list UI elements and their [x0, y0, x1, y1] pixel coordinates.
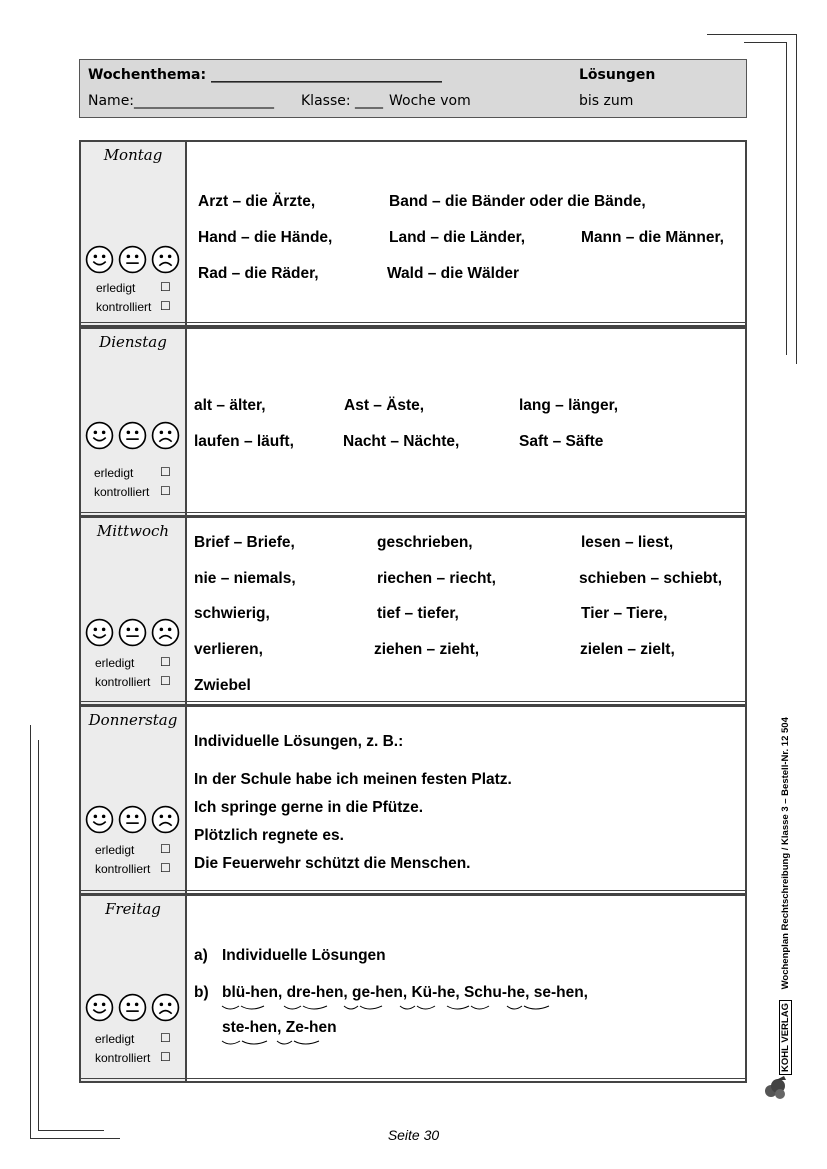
- day-sidebar: [81, 329, 187, 515]
- frame-line-top-right-v: [796, 34, 797, 364]
- kontrolliert-label: kontrolliert: [94, 485, 150, 499]
- happy-face-icon[interactable]: [85, 805, 114, 834]
- loesungen-label: Lösungen: [579, 67, 656, 83]
- neutral-face-icon[interactable]: [118, 421, 147, 450]
- sad-face-icon[interactable]: [151, 618, 180, 647]
- answer-item: Hand – die Hände,: [198, 229, 333, 246]
- answer-item: Brief – Briefe,: [194, 534, 295, 551]
- sad-face-icon[interactable]: [151, 421, 180, 450]
- day-answers: [187, 142, 745, 325]
- kontrolliert-checkbox[interactable]: ☐: [160, 299, 171, 313]
- erledigt-checkbox[interactable]: ☐: [160, 280, 171, 294]
- frame-line-bottom-left-v: [30, 725, 31, 1139]
- day-answers: [187, 329, 745, 515]
- day-block-mittwoch: [79, 516, 747, 706]
- day-sidebar: [81, 518, 187, 704]
- day-sidebar: [81, 896, 187, 1081]
- answer-sentence: Ich springe gerne in die Pfütze.: [194, 799, 424, 816]
- answer-intro: Individuelle Lösungen, z. B.:: [194, 733, 404, 750]
- kontrolliert-label: kontrolliert: [95, 1051, 151, 1065]
- answer-item: alt – älter,: [194, 397, 266, 414]
- woche-vom-label: Woche vom: [389, 93, 471, 109]
- day-sidebar: [81, 707, 187, 893]
- frame-line-bottom-left-v2: [38, 740, 39, 1131]
- frame-line-top-right-v2: [786, 42, 787, 355]
- answer-item: Tier – Tiere,: [581, 605, 668, 622]
- answer-item: Ast – Äste,: [344, 397, 425, 414]
- answer-item: lesen – liest,: [581, 534, 674, 551]
- publisher-logo-icon: [762, 1074, 788, 1102]
- erledigt-checkbox[interactable]: ☐: [160, 1031, 171, 1045]
- erledigt-checkbox[interactable]: ☐: [160, 655, 171, 669]
- neutral-face-icon[interactable]: [118, 245, 147, 274]
- answer-item: zielen – zielt,: [580, 641, 675, 658]
- day-block-montag: [79, 140, 747, 327]
- neutral-face-icon[interactable]: [118, 805, 147, 834]
- publisher-logo-text: KOHL VERLAG: [779, 1000, 792, 1075]
- erledigt-label: erledigt: [95, 1032, 135, 1046]
- day-block-donnerstag: [79, 705, 747, 895]
- bis-zum-label: bis zum: [579, 93, 634, 109]
- answer-item: Arzt – die Ärzte,: [198, 193, 316, 210]
- day-answers: [187, 896, 745, 1081]
- day-name: Montag: [103, 146, 163, 164]
- wochenthema-label: Wochenthema: _________________________________: [88, 67, 442, 83]
- kontrolliert-checkbox[interactable]: ☐: [160, 674, 171, 688]
- happy-face-icon[interactable]: [85, 618, 114, 647]
- kontrolliert-checkbox[interactable]: ☐: [160, 484, 171, 498]
- day-block-dienstag: [79, 327, 747, 517]
- mood-rating[interactable]: [85, 805, 180, 834]
- kontrolliert-label: kontrolliert: [96, 300, 152, 314]
- sad-face-icon[interactable]: [151, 245, 180, 274]
- name-field-label: Name:____________________: [88, 93, 275, 109]
- answer-item: Mann – die Männer,: [581, 229, 724, 246]
- answer-item: schieben – schiebt,: [579, 570, 722, 587]
- order-info-side-text: [780, 717, 791, 1075]
- answer-sentence: In der Schule habe ich meinen festen Platz.: [194, 771, 512, 788]
- syllable-line-2: ste-hen, Ze-hen: [222, 1019, 337, 1036]
- kontrolliert-checkbox[interactable]: ☐: [160, 861, 171, 875]
- neutral-face-icon[interactable]: [118, 993, 147, 1022]
- erledigt-label: erledigt: [95, 843, 135, 857]
- day-answers: [187, 518, 745, 704]
- answer-item: Saft – Säfte: [519, 433, 604, 450]
- erledigt-label: erledigt: [96, 281, 136, 295]
- day-sidebar: [81, 142, 187, 325]
- worksheet-header: [79, 59, 747, 118]
- answer-item: laufen – läuft,: [194, 433, 294, 450]
- happy-face-icon[interactable]: [85, 993, 114, 1022]
- answer-item: Zwiebel: [194, 677, 251, 694]
- kontrolliert-label: kontrolliert: [95, 675, 151, 689]
- day-name: Dienstag: [99, 333, 167, 351]
- erledigt-label: erledigt: [94, 466, 134, 480]
- kontrolliert-checkbox[interactable]: ☐: [160, 1050, 171, 1064]
- answer-item: geschrieben,: [377, 534, 473, 551]
- mood-rating[interactable]: [85, 993, 180, 1022]
- answer-item: Land – die Länder,: [389, 229, 526, 246]
- klasse-field-label: Klasse: ____: [301, 93, 384, 109]
- day-name: Freitag: [105, 900, 161, 918]
- day-name: Donnerstag: [88, 711, 178, 729]
- answer-sentence: Plötzlich regnete es.: [194, 827, 344, 844]
- day-name: Mittwoch: [96, 522, 170, 540]
- neutral-face-icon[interactable]: [118, 618, 147, 647]
- happy-face-icon[interactable]: [85, 245, 114, 274]
- mood-rating[interactable]: [85, 421, 180, 450]
- answer-item: Wald – die Wälder: [387, 265, 520, 282]
- frame-line-top-right-h: [707, 34, 797, 35]
- sad-face-icon[interactable]: [151, 993, 180, 1022]
- answer-item: riechen – riecht,: [377, 570, 496, 587]
- answer-item: tief – tiefer,: [377, 605, 459, 622]
- answer-item: schwierig,: [194, 605, 270, 622]
- mood-rating[interactable]: [85, 618, 180, 647]
- answer-item: lang – länger,: [519, 397, 619, 414]
- day-block-freitag: [79, 894, 747, 1083]
- answer-item: Rad – die Räder,: [198, 265, 319, 282]
- erledigt-label: erledigt: [95, 656, 135, 670]
- mood-rating[interactable]: [85, 245, 180, 274]
- answer-item: nie – niemals,: [194, 570, 296, 587]
- syllable-arcs: [217, 998, 637, 1058]
- answer-sentence: Die Feuerwehr schützt die Menschen.: [194, 855, 471, 872]
- answer-item: verlieren,: [194, 641, 263, 658]
- page-number: Seite 30: [387, 1127, 440, 1143]
- syllable-line-1: blü-hen, dre-hen, ge-hen, Kü-he, Schu-he, se-hen,: [222, 984, 588, 1001]
- happy-face-icon[interactable]: [85, 421, 114, 450]
- part-a-label: a): [194, 947, 208, 964]
- answer-item: Nacht – Nächte,: [343, 433, 460, 450]
- answer-item: ziehen – zieht,: [374, 641, 480, 658]
- day-answers: [187, 707, 745, 893]
- part-b-label: b): [194, 984, 209, 1001]
- sad-face-icon[interactable]: [151, 805, 180, 834]
- erledigt-checkbox[interactable]: ☐: [160, 842, 171, 856]
- order-info-text: Wochenplan Rechtschreibung / Klasse 3 – Bestell-Nr. 12 504: [780, 717, 791, 990]
- answer-item: Band – die Bänder oder die Bände,: [389, 193, 646, 210]
- frame-line-top-right-h2: [744, 42, 787, 43]
- kontrolliert-label: kontrolliert: [95, 862, 151, 876]
- erledigt-checkbox[interactable]: ☐: [160, 465, 171, 479]
- part-a-answer: Individuelle Lösungen: [222, 947, 386, 964]
